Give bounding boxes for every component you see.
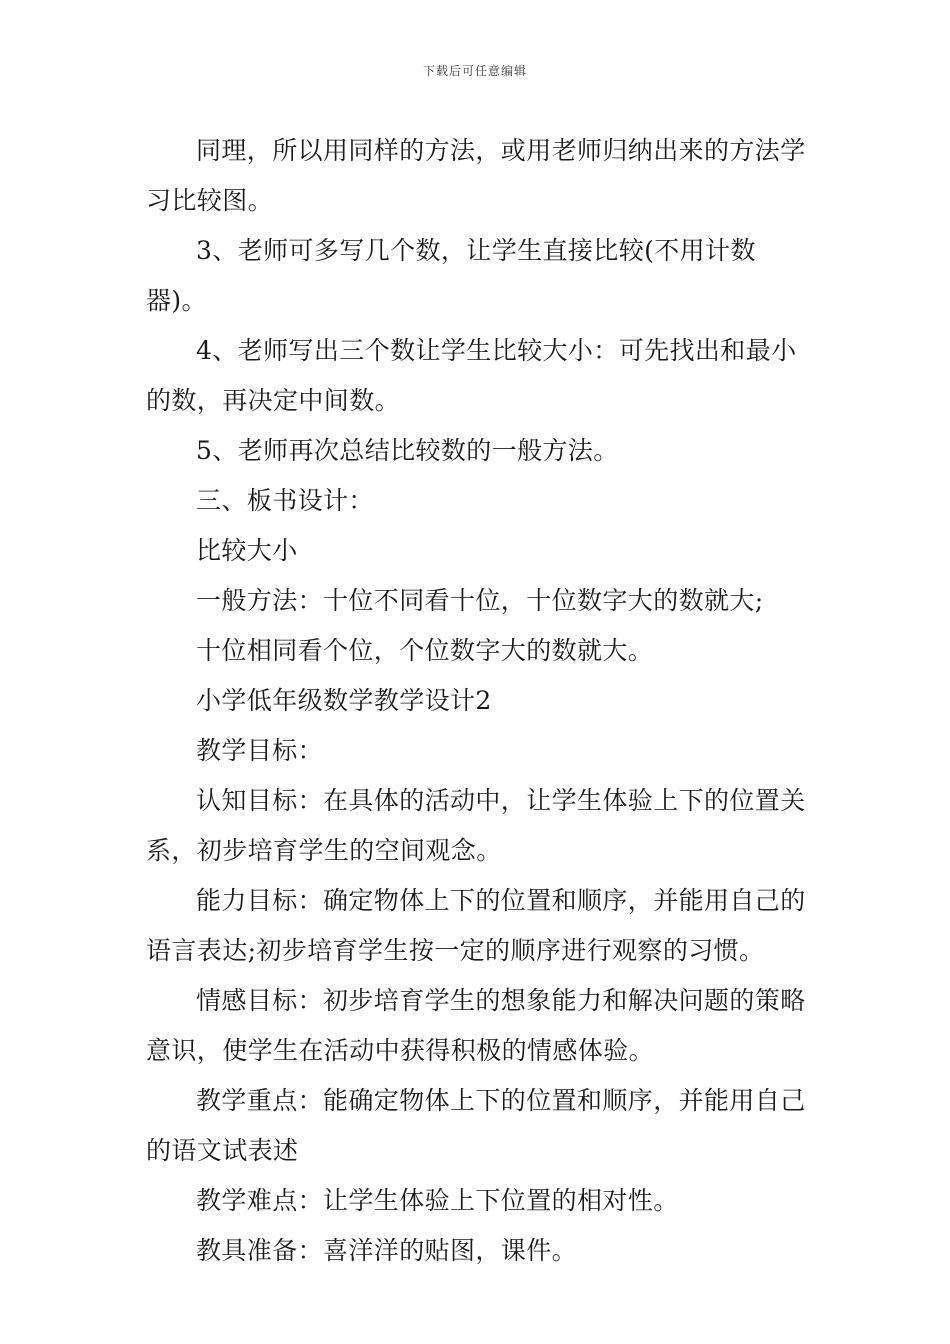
paragraph: 比较大小 [196, 536, 298, 565]
paragraph: 情感目标：初步培育学生的想象能力和解决问题的策略意识，使学生在活动中获得积极的情感体验。 [146, 986, 806, 1065]
paragraph: 十位相同看个位，个位数字大的数就大。 [196, 636, 654, 665]
paragraph: 4、老师写出三个数让学生比较大小：可先找出和最小的数，再决定中间数。 [146, 336, 797, 415]
paragraph: 教学重点：能确定物体上下的位置和顺序，并能用自己的语文试表述 [146, 1086, 806, 1165]
section-heading: 三、板书设计： [196, 486, 374, 515]
paragraph: 5、老师再次总结比较数的一般方法。 [196, 436, 619, 465]
paragraph: 一般方法：十位不同看十位，十位数字大的数就大; [196, 586, 764, 615]
paragraph: 3、老师可多写几个数，让学生直接比较(不用计数器)。 [146, 236, 756, 315]
paragraph: 认知目标：在具体的活动中，让学生体验上下的位置关系，初步培育学生的空间观念。 [146, 786, 806, 865]
page-header: 下载后可任意编辑 [422, 64, 527, 78]
paragraph: 能力目标：确定物体上下的位置和顺序，并能用自己的语言表达;初步培育学生按一定的顺序进行观察的习惯。 [146, 886, 806, 965]
section-heading: 教学目标： [196, 736, 324, 765]
document-title: 小学低年级数学教学设计2 [196, 686, 492, 715]
document-body [146, 126, 816, 1276]
paragraph: 同理，所以用同样的方法，或用老师归纳出来的方法学习比较图。 [146, 136, 806, 215]
paragraph: 教具准备：喜洋洋的贴图，课件。 [196, 1236, 578, 1265]
paragraph: 教学难点：让学生体验上下位置的相对性。 [196, 1186, 679, 1215]
